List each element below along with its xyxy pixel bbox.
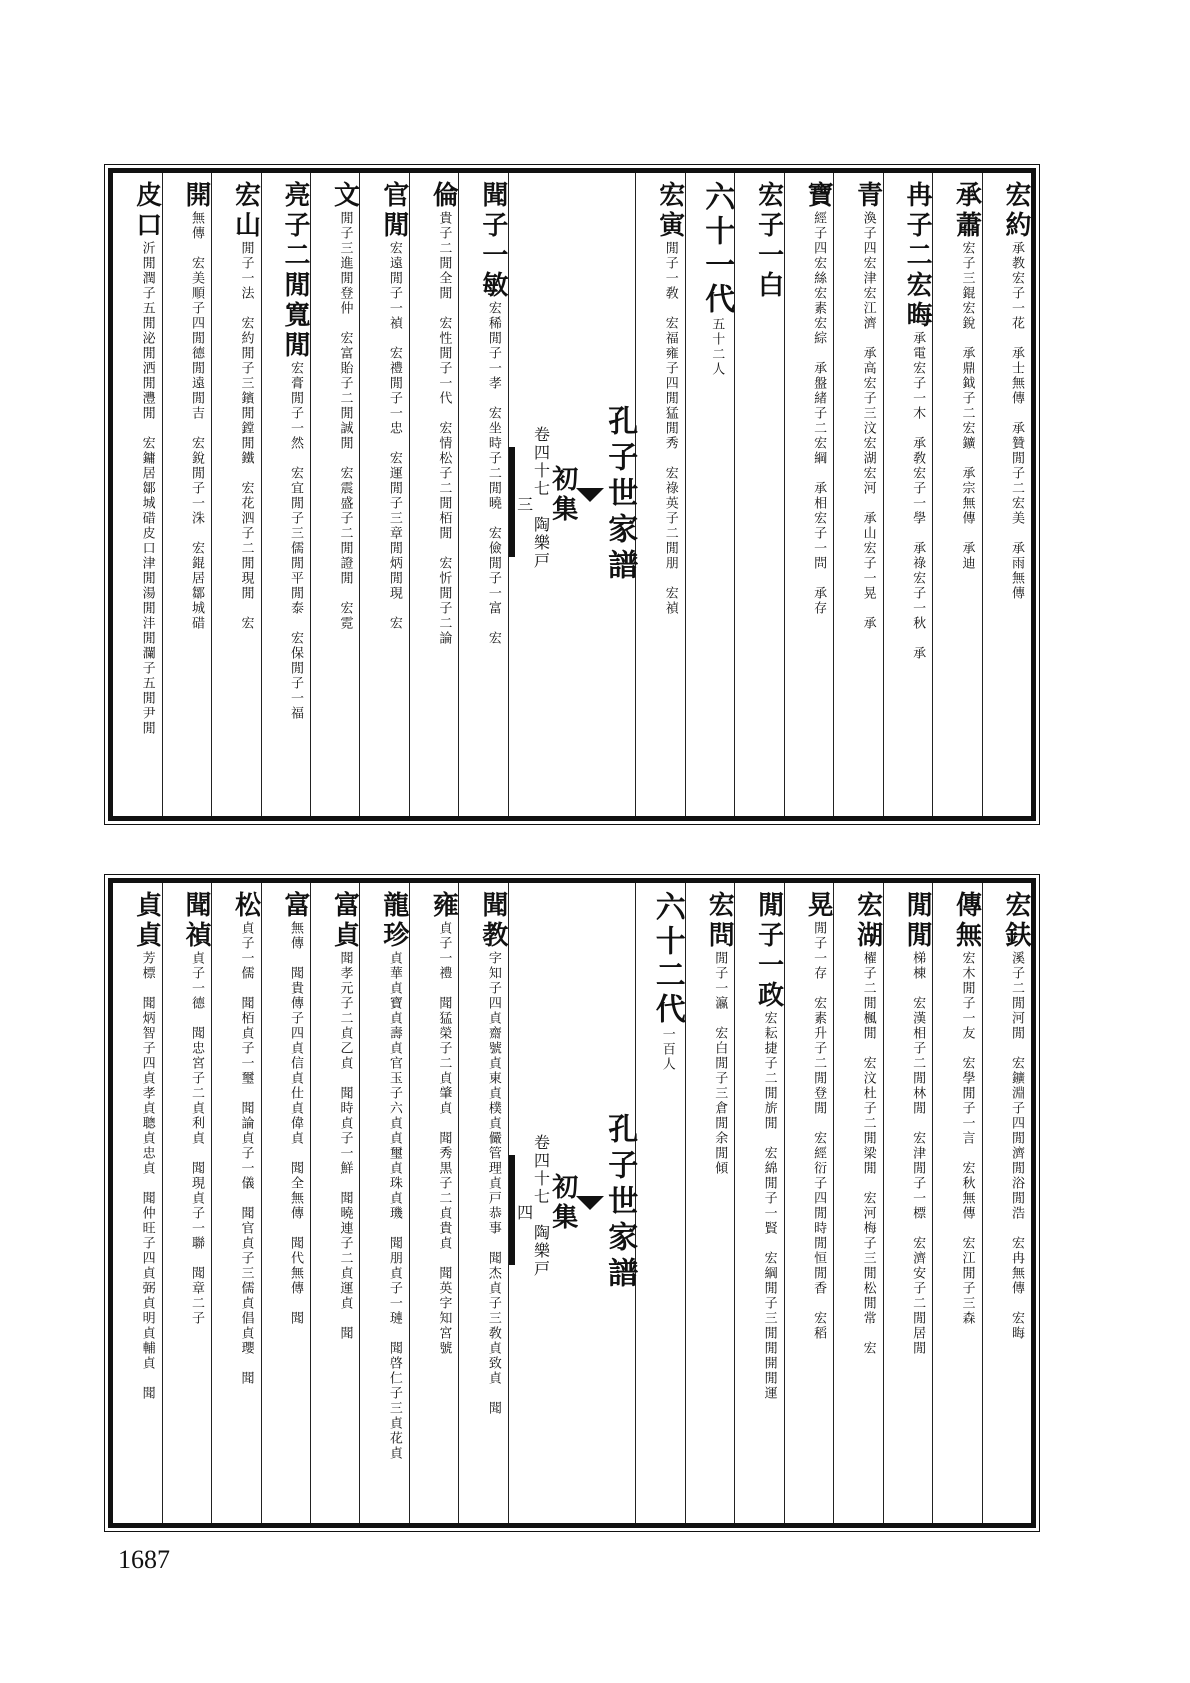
entry-name: 松: [230, 891, 261, 921]
entry-name: 龍珍: [378, 891, 409, 951]
entry-name: 冉子二宏晦: [902, 181, 933, 331]
bottom.right_cols-column: [982, 883, 1031, 1523]
columns-bottom: [113, 883, 1031, 1523]
entry-note: 閒子三進閒登仲 宏富貽子二閒誠閒 宏震盛子二閒證閒 宏霓: [337, 211, 353, 631]
entry-name: 開: [181, 181, 212, 211]
bottom.right_cols-column: [833, 883, 882, 1523]
top.left_cols-column: [211, 173, 260, 816]
entry-name: 倫: [428, 181, 459, 211]
entry-note: 宏耘捷子二閒旂閒 宏綿閒子一賢 宏綱閒子三閒閒開閒運: [761, 1011, 777, 1401]
register-block-top: [108, 168, 1036, 821]
entry-name: 聞子一敏: [477, 181, 508, 301]
entry-name: 六十一代: [699, 181, 735, 317]
entry-note: 承電宏子一木 承敎宏子一學 承祿宏子一秋 承: [910, 331, 926, 661]
entry-note: 字知子四貞齋號貞東貞樸貞儼管理貞戸恭事 聞杰貞子三敎貞致貞 聞: [485, 951, 501, 1416]
chapter-label: 卷四十七 陶樂戸: [531, 1134, 551, 1278]
top.left_cols-column: [261, 173, 310, 816]
bottom.left_cols-column: [261, 883, 310, 1523]
entry-note: 貴子二閒全閒 宏性閒子一代 宏情松子二閒栢閒 宏忻閒子二論: [436, 211, 452, 646]
entry-name: 宏鈇: [1001, 891, 1031, 951]
bottom.right_cols-column: [685, 883, 734, 1523]
entry-note: 閒子一敎 宏福雍子四閒猛閒秀 宏祿英子二閒朋 宏禎: [662, 241, 678, 616]
leaf-number: 三: [514, 495, 534, 512]
entry-name: 文: [329, 181, 360, 211]
top.right_cols-column: [784, 173, 833, 816]
entry-note: 閒子一存 宏素升子二閒登閒 宏經衍子四閒時閒恒閒香 宏稻: [811, 921, 827, 1341]
bottom.right_cols-column: [883, 883, 932, 1523]
bottom.left_cols-column: [113, 883, 161, 1523]
volume-label: 初集: [547, 1173, 578, 1233]
bottom.right_cols-column: [635, 883, 684, 1523]
fish-tail-mark: [576, 488, 604, 502]
entry-name: 宏問: [704, 891, 735, 951]
entry-note: 五十二人: [709, 317, 725, 377]
entry-name: 宏寅: [654, 181, 685, 241]
entry-note: 沂閒潤子五閒泌閒洒閒灃閒 宏鏞居鄒城碏皮口津閒湯閒沣閒瀾子五閒尹閒: [139, 241, 155, 736]
center-rule: [509, 1155, 515, 1265]
entry-name: 宏約: [1001, 181, 1031, 241]
entry-name: 雍: [428, 891, 459, 921]
entry-note: 櫂子二閒楓閒 宏汶杜子二閒梁閒 宏河梅子三閒松閒常 宏: [860, 951, 876, 1356]
entry-note: 經子四宏絲宏素宏綜 承盤緒子二宏綱 承相宏子一問 承存: [811, 211, 827, 616]
entry-name: 宏子一白: [753, 181, 784, 301]
page-number: 1687: [118, 1545, 170, 1574]
entry-note: 閒子一瀛 宏白閒子三倉閒余閒傾: [712, 951, 728, 1176]
bottom.left_cols-column: [458, 883, 507, 1523]
bottom.right_cols-column: [932, 883, 981, 1523]
top.left_cols-column: [359, 173, 408, 816]
entry-name: 傳無: [951, 891, 982, 951]
center-title-column: [508, 883, 638, 1523]
chapter-label: 卷四十七 陶樂戸: [531, 425, 551, 570]
volume-label: 初集: [547, 464, 578, 525]
entry-name: 官閒: [378, 181, 409, 241]
top.right_cols-column: [932, 173, 981, 816]
center-rule: [509, 447, 515, 557]
entry-name: 寶: [803, 181, 834, 211]
entry-note: 宏遠閒子一禎 宏禮閒子一忠 宏運閒子三章閒炳閒現 宏: [386, 241, 402, 631]
entry-note: 一百人: [659, 1027, 675, 1072]
top.left_cols-column: [162, 173, 211, 816]
book-title: 孔子世家譜: [602, 404, 638, 585]
top.right_cols-column: [635, 173, 684, 816]
bottom.left_cols-column: [162, 883, 211, 1523]
columns-top: [113, 173, 1031, 816]
entry-name: 青: [852, 181, 883, 211]
top.left_cols-column: [113, 173, 161, 816]
entry-note: 閒子一法 宏約閒子三鑌閒鏜閒鐵 宏花泗子二閒現閒 宏: [238, 241, 254, 631]
top.left_cols-column: [458, 173, 507, 816]
entry-note: 溪子二閒河閒 宏鑛淵子四閒濟閒浴閒浩 宏冉無傳 宏晦: [1009, 951, 1024, 1341]
top.left_cols-column: [409, 173, 458, 816]
fish-tail-mark: [576, 1196, 604, 1210]
top.right_cols-column: [685, 173, 734, 816]
entry-note: 承教宏子一花 承士無傳 承贊閒子二宏美 承雨無傳: [1009, 241, 1024, 601]
entry-note: 宏子三錕宏銳 承鼎鉞子二宏鑛 承宗無傳 承迪: [959, 241, 975, 571]
entry-name: 皮口: [131, 181, 162, 241]
bottom.right_cols-column: [784, 883, 833, 1523]
center-title-column: [508, 173, 638, 816]
entry-note: 芳標 聞炳智子四貞孝貞聰貞忠貞 聞仲旺子四貞弼貞明貞輔貞 聞: [139, 951, 155, 1401]
leaf-number: 四: [514, 1204, 534, 1220]
entry-name: 承蕭: [951, 181, 982, 241]
top.left_cols-column: [310, 173, 359, 816]
entry-note: 無傳 聞貴傳子四貞信貞仕貞偉貞 聞全無傳 聞代無傳 聞: [287, 921, 303, 1326]
entry-name: 貞貞: [131, 891, 162, 951]
entry-name: 宏山: [230, 181, 261, 241]
entry-note: 貞子一禮 聞猛榮子二貞肇貞 聞秀黒子二貞貴貞 聞英字知宮號: [436, 921, 452, 1356]
entry-name: 富貞: [329, 891, 360, 951]
entry-note: 無傳 宏美順子四閒德閒遠閒吉 宏銳閒子一洙 宏錕居鄒城碏: [189, 211, 205, 631]
entry-name: 富: [279, 891, 310, 921]
bottom.left_cols-column: [310, 883, 359, 1523]
entry-name: 六十二代: [649, 891, 685, 1027]
entry-note: 渙子四宏津宏江濟 承高宏子三汶宏湖宏河 承山宏子一晃 承: [860, 211, 876, 631]
entry-note: 宏稀閒子一孝 宏坐時子二閒曉 宏儉閒子一富 宏: [485, 301, 501, 646]
entry-note: 宏木閒子一友 宏學閒子一言 宏秋無傳 宏江閒子三森: [959, 951, 975, 1326]
top.right_cols-column: [883, 173, 932, 816]
bottom.right_cols-column: [734, 883, 783, 1523]
entry-note: 聞孝元子二貞乙貞 聞時貞子一鮮 聞曉連子二貞運貞 聞: [337, 951, 353, 1341]
entry-note: 貞華貞寶貞壽貞官玉子六貞貞璽貞珠貞璣 聞朋貞子一璉 聞啓仁子三貞花貞: [386, 951, 402, 1461]
entry-note: 貞子一德 聞忠宮子二貞利貞 聞現貞子一聯 聞章二子: [189, 951, 205, 1326]
entry-name: 閒閒: [902, 891, 933, 951]
entry-note: 梯棟 宏漢相子二閒林閒 宏津閒子一標 宏濟安子二閒居閒: [910, 951, 926, 1356]
bottom.left_cols-column: [409, 883, 458, 1523]
book-title: 孔子世家譜: [602, 1113, 638, 1293]
entry-note: 宏膏閒子一然 宏宜閒子三儒閒平閒泰 宏保閒子一福: [287, 361, 303, 721]
entry-name: 晃: [803, 891, 834, 921]
entry-name: 聞禎: [181, 891, 212, 951]
top.right_cols-column: [734, 173, 783, 816]
entry-note: 貞子一儒 聞栢貞子一璽 聞論貞子一儀 聞官貞子三儒貞倡貞瓔 聞: [238, 921, 254, 1386]
bottom.left_cols-column: [359, 883, 408, 1523]
entry-name: 亮子二閒寬閒: [279, 181, 310, 361]
entry-name: 聞教: [477, 891, 508, 951]
entry-name: 閒子一政: [753, 891, 784, 1011]
top.right_cols-column: [982, 173, 1031, 816]
top.right_cols-column: [833, 173, 882, 816]
register-block-bottom: [108, 878, 1036, 1528]
entry-name: 宏湖: [852, 891, 883, 951]
bottom.left_cols-column: [211, 883, 260, 1523]
